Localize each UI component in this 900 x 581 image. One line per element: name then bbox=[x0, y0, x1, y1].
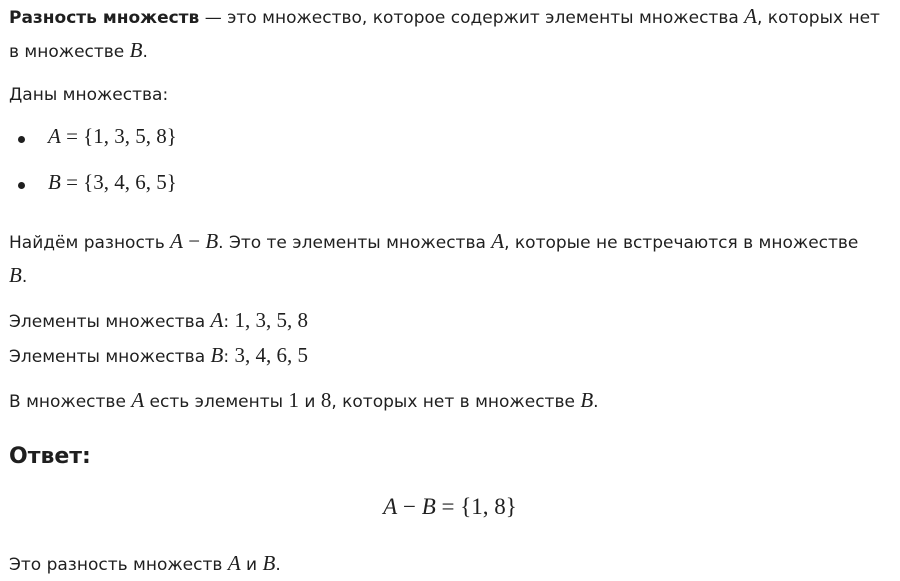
math-var-b: B bbox=[205, 229, 219, 253]
observation-text: , которых нет в множестве bbox=[331, 392, 581, 412]
find-text: . Это те элементы множества bbox=[218, 233, 492, 253]
punctuation: . bbox=[142, 42, 148, 62]
math-values: 1, 3, 5, 8 bbox=[234, 308, 308, 332]
math-number: 1 bbox=[288, 388, 299, 412]
set-a-definition bbox=[48, 124, 177, 149]
math-var-a: A bbox=[210, 308, 224, 332]
observation-text: есть элементы bbox=[144, 392, 289, 412]
math-var-b: B bbox=[580, 388, 594, 412]
punctuation: : bbox=[223, 347, 235, 367]
elements-label: Элементы множества bbox=[9, 347, 211, 367]
math-number: 8 bbox=[320, 388, 332, 412]
punctuation: . bbox=[593, 392, 599, 412]
find-text: , которые не встречаются в множестве bbox=[504, 233, 859, 253]
math-var-a: A bbox=[48, 124, 61, 148]
math-minus: − bbox=[397, 494, 422, 519]
punctuation: : bbox=[223, 312, 235, 332]
set-b-definition bbox=[48, 170, 177, 195]
math-var-a: A bbox=[131, 388, 145, 412]
definition-term: Разность множеств bbox=[9, 8, 200, 28]
bullet-icon bbox=[18, 182, 25, 189]
math-var-a: A bbox=[383, 494, 398, 519]
given-intro: Даны множества: bbox=[9, 85, 169, 105]
math-var-b: B bbox=[421, 494, 436, 519]
math-var-b: B bbox=[210, 343, 224, 367]
math-var-a: A bbox=[170, 229, 183, 253]
math-result: = {1, 8} bbox=[435, 494, 517, 519]
definition-line-2 bbox=[9, 38, 148, 63]
observation-text: и bbox=[298, 392, 321, 412]
elements-b-line bbox=[9, 343, 308, 368]
math-minus: − bbox=[182, 229, 206, 253]
observation-text: В множестве bbox=[9, 392, 132, 412]
closing-text: Это разность множеств bbox=[9, 555, 228, 575]
elements-a-line bbox=[9, 308, 308, 333]
punctuation: . bbox=[275, 555, 281, 575]
math-var-b: B bbox=[129, 38, 143, 62]
math-var-a: A bbox=[744, 4, 757, 28]
closing-text: и bbox=[240, 555, 263, 575]
math-set-values: = {3, 4, 6, 5} bbox=[60, 170, 177, 194]
definition-line-1 bbox=[9, 4, 880, 29]
closing-line bbox=[9, 551, 281, 576]
math-values: 3, 4, 6, 5 bbox=[234, 343, 308, 367]
elements-label: Элементы множества bbox=[9, 312, 211, 332]
find-line-2 bbox=[9, 263, 27, 288]
answer-heading: Ответ: bbox=[9, 444, 91, 469]
math-var-b: B bbox=[48, 170, 61, 194]
math-var-a: A bbox=[227, 551, 241, 575]
definition-text: , которых нет bbox=[757, 8, 880, 28]
answer-formula bbox=[0, 494, 900, 520]
math-var-b: B bbox=[9, 263, 22, 287]
observation-line bbox=[9, 388, 599, 413]
find-text: Найдём разность bbox=[9, 233, 171, 253]
punctuation: . bbox=[21, 267, 28, 287]
definition-text: в множестве bbox=[9, 42, 130, 62]
math-set-values: = {1, 3, 5, 8} bbox=[60, 124, 177, 148]
math-var-a: A bbox=[491, 229, 505, 253]
definition-text: — это множество, которое содержит элементы множества bbox=[199, 8, 745, 28]
math-var-b: B bbox=[262, 551, 276, 575]
find-line-1 bbox=[9, 229, 858, 254]
bullet-icon bbox=[18, 136, 25, 143]
